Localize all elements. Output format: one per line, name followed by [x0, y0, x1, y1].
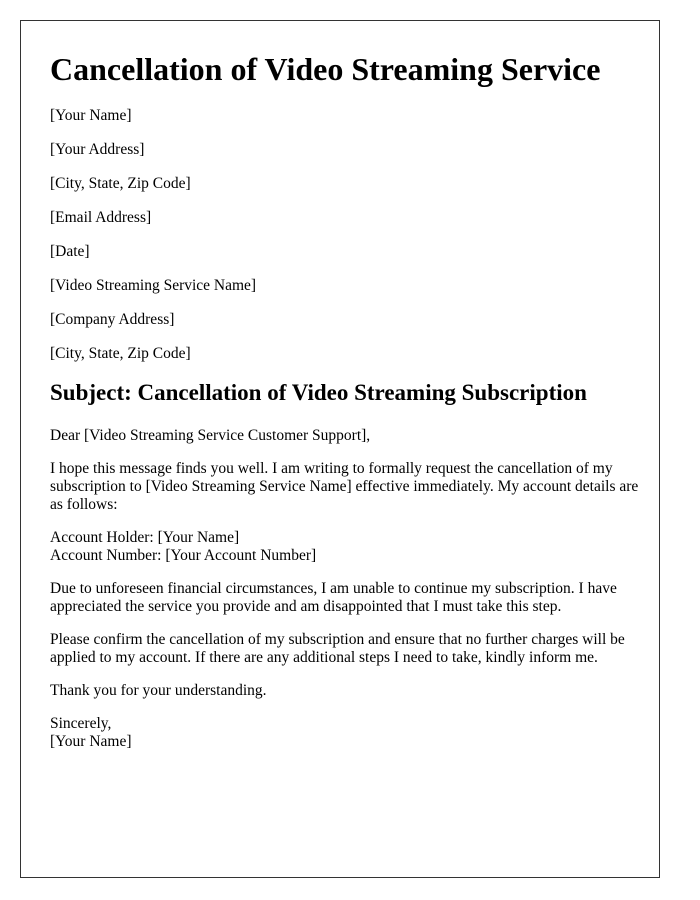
salutation: Dear [Video Streaming Service Customer Support],	[50, 427, 371, 444]
letter-page	[20, 20, 660, 878]
account-details	[50, 529, 640, 565]
account-holder: Account Holder: [Your Name]	[50, 529, 240, 546]
signature-name: [Your Name]	[50, 733, 132, 750]
paragraph-reason: Due to unforeseen financial circumstances, I am unable to continue my subscription. I have appreciated the service you provide and am disappointed that I must take this step.	[50, 580, 617, 615]
sender-name: [Your Name]	[50, 107, 132, 124]
sender-email: [Email Address]	[50, 209, 152, 226]
recipient-block	[50, 277, 640, 363]
recipient-service-name: [Video Streaming Service Name]	[50, 277, 257, 294]
account-number: Account Number: [Your Account Number]	[50, 547, 317, 564]
recipient-company-address: [Company Address]	[50, 311, 175, 328]
letter-title: Cancellation of Video Streaming Service	[50, 51, 601, 87]
closing-block	[50, 715, 640, 751]
letter-content	[50, 49, 640, 766]
sender-block	[50, 107, 640, 261]
paragraph-intro: I hope this message finds you well. I am writing to formally request the cancellation of my subscription to [Video Streaming Service Name] effective immediately. My account details are as follows:	[50, 460, 639, 513]
recipient-city-state-zip: [City, State, Zip Code]	[50, 345, 191, 362]
letter-subject: Subject: Cancellation of Video Streaming Subscription	[50, 380, 587, 405]
letter-date: [Date]	[50, 243, 90, 260]
valediction: Sincerely,	[50, 715, 112, 732]
sender-city-state-zip: [City, State, Zip Code]	[50, 175, 191, 192]
thanks-line: Thank you for your understanding.	[50, 682, 267, 699]
sender-address: [Your Address]	[50, 141, 145, 158]
paragraph-request: Please confirm the cancellation of my subscription and ensure that no further charges will be applied to my account. If there are any additional steps I need to take, kindly inform me.	[50, 631, 625, 666]
